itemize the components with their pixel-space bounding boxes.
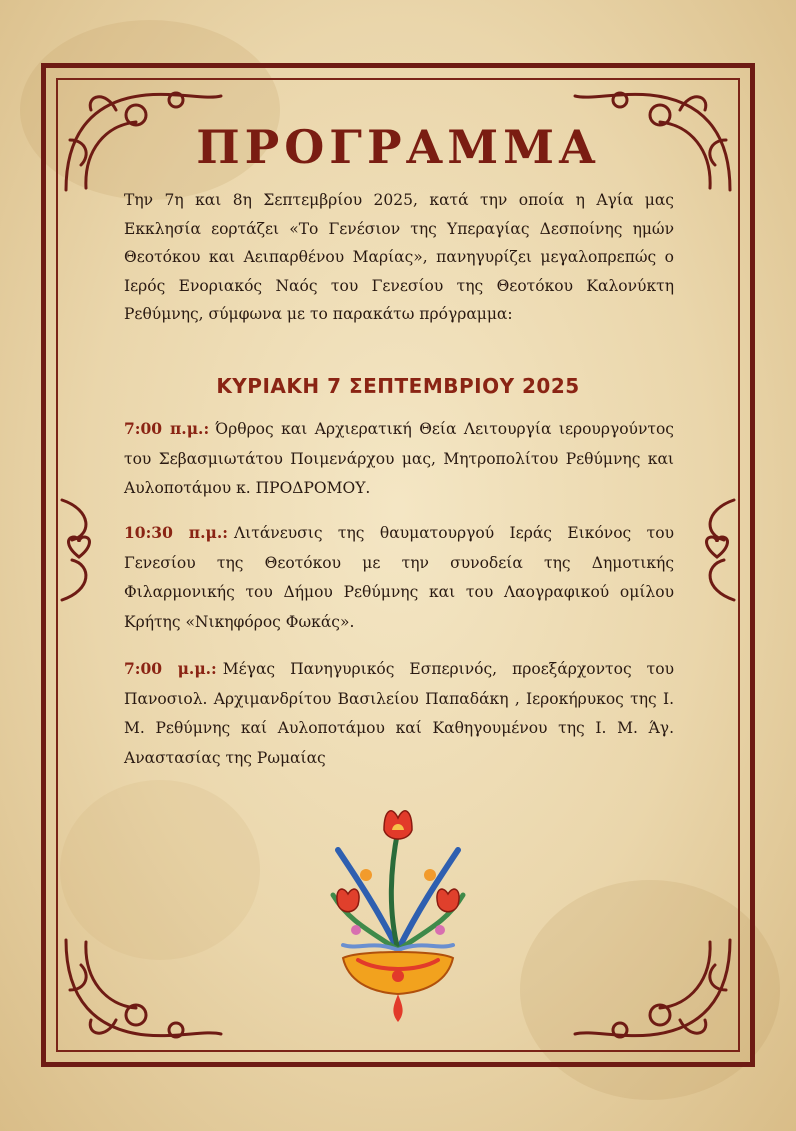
- schedule-time: 7:00 μ.μ.:: [124, 659, 217, 678]
- corner-ornament-bottom-right-icon: [570, 930, 740, 1060]
- schedule-time: 10:30 π.μ.:: [124, 523, 228, 542]
- schedule-description: Μέγας Πανηγυρικός Εσπερινός, προεξάρχοντος του Πανοσιολ. Αρχιμανδρίτου Βασιλείου Παπαδάκη , Ιεροκήρυκος της Ι. Μ. Ρεθύμνης καί Αυλοποτάμου καί Καθηγουμένου της Ι. Μ. Άγ. Αναστασίας της Ρωμαίας: [124, 660, 674, 767]
- page-title: ΠΡΟΓΡΑΜΜΑ: [196, 120, 600, 174]
- side-heart-ornament-right-icon: [690, 495, 744, 605]
- flower-bouquet-icon: [318, 800, 478, 1030]
- schedule-item: [124, 414, 674, 504]
- side-heart-ornament-left-icon: [52, 495, 106, 605]
- intro-paragraph: Την 7η και 8η Σεπτεμβρίου 2025, κατά την οποία η Αγία μας Εκκλησία εορτάζει «Το Γενέσιον της Υπεραγίας Δεσποίνης ημών Θεοτόκου και Αειπαρθένου Μαρίας», πανηγυρίζει μεγαλοπρεπώς ο Ιερός Ενοριακός Ναός του Γενεσίου της Θεοτόκου Καλονύκτη Ρεθύμνης, σύμφωνα με το παρακάτω πρόγραμμα:: [124, 191, 674, 323]
- schedule-time: 7:00 π.μ.:: [124, 419, 210, 438]
- schedule-item: [124, 654, 674, 773]
- corner-ornament-bottom-left-icon: [56, 930, 226, 1060]
- schedule-item: [124, 518, 674, 637]
- day-heading: ΚΥΡΙΑΚΗ 7 ΣΕΠΤΕΜΒΡΙΟΥ 2025: [216, 374, 580, 398]
- schedule-description: Λιτάνευσις της θαυματουργού Ιεράς Εικόνος του Γενεσίου της Θεοτόκου με την συνοδεία της Δημοτικής Φιλαρμονικής του Δήμου Ρεθύμνης και του Λαογραφικού ομίλου Κρήτης «Νικηφόρος Φωκάς».: [124, 524, 674, 631]
- schedule-description: Όρθρος και Αρχιερατική Θεία Λειτουργία ιερουργούντος του Σεβασμιωτάτου Ποιμενάρχου μας, Μητροπολίτου Ρεθύμνης και Αυλοποτάμου κ. ΠΡΟΔΡΟΜΟΥ.: [124, 420, 674, 497]
